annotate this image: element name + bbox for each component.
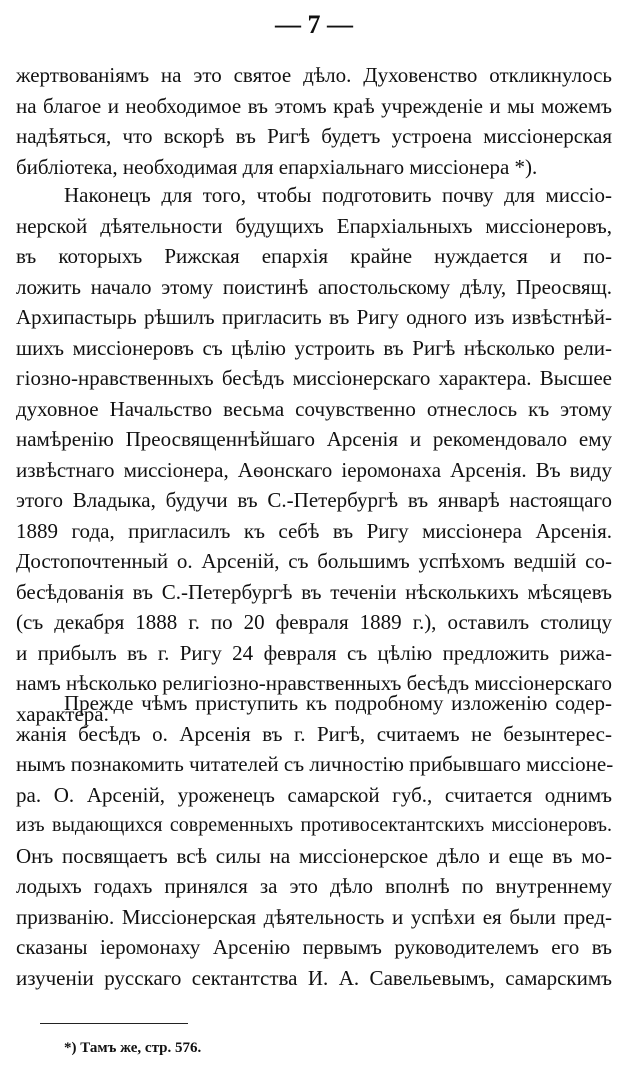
text-line: изученіи русскаго сектантства И. А. Савельевымъ, самарскимъ [16, 965, 612, 990]
text-line: 1889 года, пригласилъ къ себѣ въ Ригу миссіонера Арсенія. [16, 518, 612, 543]
text-line: ложить начало этому поистинѣ апостольскому дѣлу, Преосвящ. [16, 274, 612, 299]
text-line: Достопочтенный о. Арсеній, съ большимъ успѣхомъ ведшій со- [16, 549, 612, 573]
text-line: нерской дѣятельности будущихъ Епархіальныхъ миссіонеровъ, [16, 213, 612, 238]
text-line: шихъ миссіонеровъ съ цѣлію устроить въ Ригѣ нѣсколько рели- [16, 335, 612, 360]
text-line: жертвованіямъ на это святое дѣло. Духовенство откликнулось [16, 63, 612, 87]
text-line: надѣяться, что вскорѣ въ Ригѣ будетъ устроена миссіонерская [16, 124, 612, 148]
text-line: бесѣдованія въ С.-Петербургѣ въ теченіи нѣсколькихъ мѣсяцевъ [16, 579, 612, 604]
text-line: Наконецъ для того, чтобы подготовить почву для миссіо- [64, 183, 612, 207]
text-line: на благое и необходимое въ этомъ краѣ учрежденіе и мы можемъ [16, 93, 612, 118]
text-line: изъ выдающихся современныхъ противосектантскихъ миссіонеровъ. [16, 814, 612, 836]
text-line: въ которыхъ Рижская епархія крайне нуждается и по- [16, 244, 612, 268]
text-line: жанія бесѣдъ о. Арсенія въ г. Ригѣ, считаемъ не безынтерес- [16, 721, 612, 746]
text-line: сказаны іеромонаху Арсенію первымъ руководителемъ его въ [16, 935, 612, 959]
text-line: Онъ посвящаетъ всѣ силы на миссіонерское дѣло и еще въ мо- [16, 843, 612, 868]
text-line: библіотека, необходимая для епархіальнаго миссіонера *). [16, 154, 538, 179]
text-line: ра. О. Арсеній, уроженецъ самарской губ., считается однимъ [16, 782, 612, 807]
paragraph-2 [16, 180, 612, 729]
text-line: Архипастырь рѣшилъ пригласить въ Ригу одного изъ извѣстнѣй- [16, 305, 612, 329]
text-line: и прибылъ въ г. Ригу 24 февраля съ цѣлію предложить рижа- [16, 640, 612, 665]
text-line: нымъ познакомить читателей съ личностію прибывшаго миссіоне- [16, 752, 614, 776]
footnote-divider [40, 1023, 188, 1024]
text-line: извѣстнаго миссіонера, Аѳонскаго іеромонаха Арсенія. Въ виду [16, 457, 612, 482]
text-line: намъ нѣсколько религіозно-нравственныхъ бесѣдъ миссіонерскаго [16, 671, 613, 695]
text-line: этого Владыка, будучи въ С.-Петербургѣ въ январѣ настоящаго [16, 488, 612, 512]
text-line: призванію. Миссіонерская дѣятельность и успѣхи ея были пред- [16, 904, 612, 929]
text-line: характера. [16, 701, 109, 726]
text-line: лодыхъ годахъ принялся за это дѣло вполнѣ по внутреннему [16, 874, 612, 898]
footnote: *) Тамъ же, стр. 576. [64, 1040, 202, 1056]
text-line: намѣренію Преосвященнѣйшаго Арсенія и рекомендовало ему [16, 427, 612, 451]
paragraph-1 [16, 60, 612, 182]
text-line: гіозно-нравственныхъ бесѣдъ миссіонерскаго характера. Высшее [16, 366, 612, 390]
text-line: Прежде чѣмъ приступить къ подробному изложенію содер- [64, 691, 612, 715]
page-number: — 7 — [275, 10, 353, 39]
text-line: духовное Начальство весьма сочувственно отнеслось къ этому [16, 396, 612, 421]
text-line: (съ декабря 1888 г. по 20 февраля 1889 г.), оставилъ столицу [16, 610, 612, 634]
paragraph-3 [16, 688, 612, 993]
